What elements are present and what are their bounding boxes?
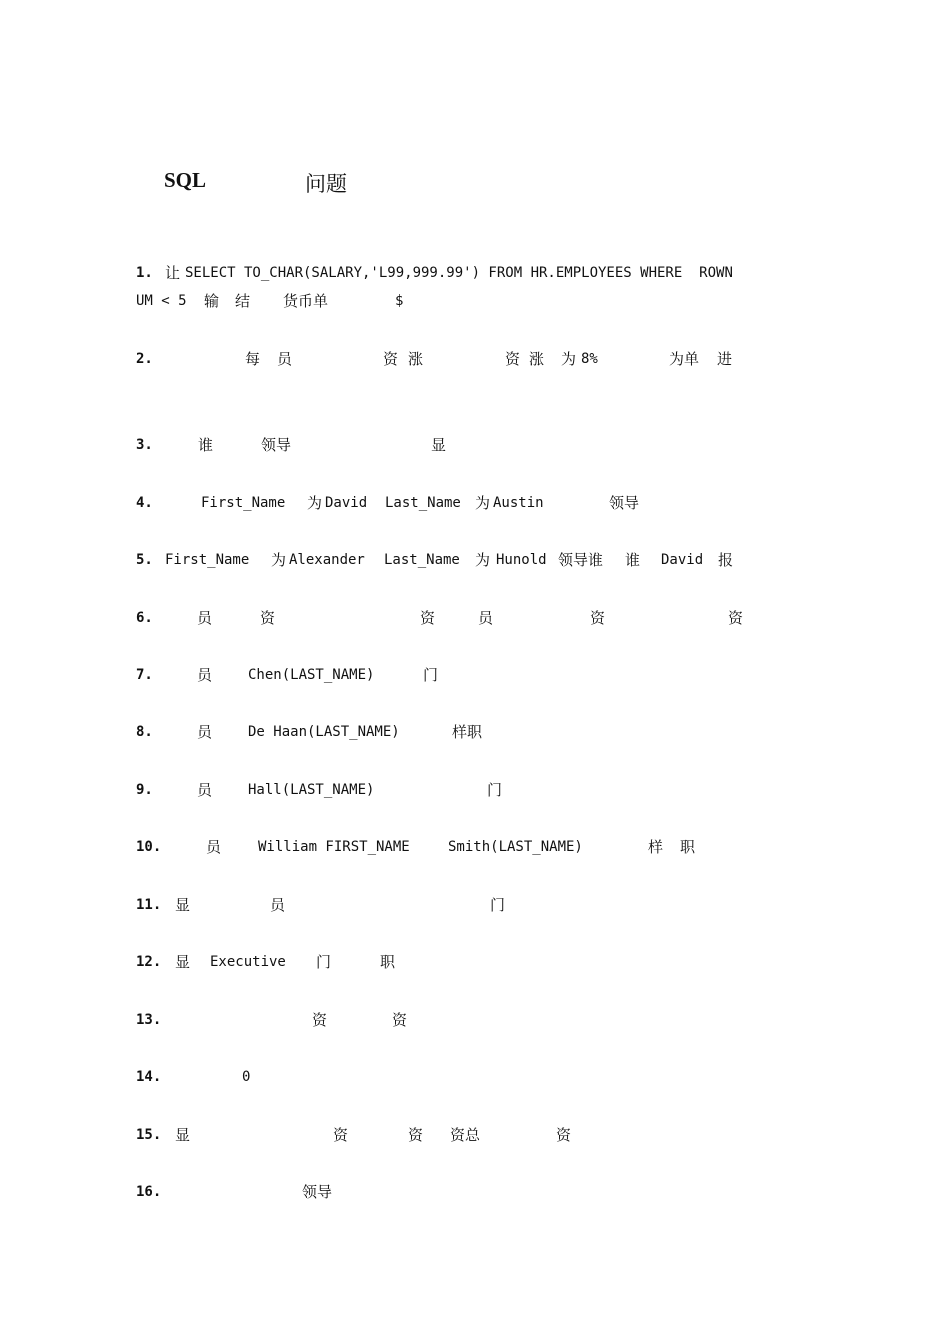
q-text: 资总 — [450, 1126, 481, 1144]
q-code: Smith(LAST_NAME) — [448, 839, 583, 855]
q-code: David — [325, 495, 368, 511]
question-15 — [136, 1121, 826, 1149]
q-text: 资 — [383, 350, 399, 368]
q-text: 样 — [648, 838, 664, 856]
q-code: Last_Name — [385, 495, 461, 511]
question-number: 12. — [136, 954, 162, 970]
q-text: 谁 — [625, 551, 641, 569]
question-1 — [136, 259, 826, 315]
question-14 — [136, 1063, 826, 1091]
question-9 — [136, 776, 826, 804]
q-text: 结 — [235, 292, 251, 310]
q-text: 显 — [175, 953, 191, 971]
q-text: 员 — [270, 896, 286, 914]
q-text: 资 — [392, 1011, 408, 1029]
q-code: 0 — [242, 1069, 251, 1085]
question-5 — [136, 546, 826, 574]
question-number: 1. — [136, 265, 153, 281]
q-text: 领导 — [609, 494, 640, 512]
q-text: 谁 — [198, 436, 214, 454]
question-number: 13. — [136, 1012, 162, 1028]
q-text: 资 — [590, 609, 606, 627]
question-number: 8. — [136, 724, 153, 740]
q-text: 为 — [475, 551, 491, 569]
q-text: 资 — [333, 1126, 349, 1144]
question-number: 3. — [136, 437, 153, 453]
q-text: 输 — [204, 292, 220, 310]
q-text: 8% — [581, 351, 598, 367]
question-3 — [136, 431, 826, 459]
q-text: 显 — [175, 1126, 191, 1144]
q-text: 门 — [487, 781, 503, 799]
q-text: 职 — [680, 838, 696, 856]
q-text: 员 — [197, 609, 213, 627]
q-text: 显 — [175, 896, 191, 914]
question-number: 11. — [136, 897, 162, 913]
q-text: 为 — [271, 551, 287, 569]
q-text: 进 — [717, 350, 733, 368]
q-text: 样职 — [452, 723, 483, 741]
q-text: 资 — [420, 609, 436, 627]
question-number: 5. — [136, 552, 153, 568]
q-text: 显 — [431, 436, 447, 454]
q-text: 货币单 — [283, 292, 329, 310]
q-text: 门 — [316, 953, 332, 971]
q-text: 资 — [505, 350, 521, 368]
q-code: Chen(LAST_NAME) — [248, 667, 375, 683]
q-code: Alexander — [289, 552, 365, 568]
q-text: 门 — [490, 896, 506, 914]
question-10 — [136, 833, 826, 861]
q-code: William FIRST_NAME — [258, 839, 410, 855]
q-code: David — [661, 552, 704, 568]
q-text: 员 — [478, 609, 494, 627]
q-text: 涨 — [408, 350, 424, 368]
q-code: Executive — [210, 954, 286, 970]
q-text: 涨 — [529, 350, 545, 368]
q-text: 为单 — [669, 350, 700, 368]
q-text: 为 — [561, 350, 577, 368]
q-text: 领导 — [302, 1183, 333, 1201]
question-number: 2. — [136, 351, 153, 367]
q-text: 资 — [312, 1011, 328, 1029]
q-text: 为 — [307, 494, 323, 512]
question-11 — [136, 891, 826, 919]
q-text: 员 — [197, 723, 213, 741]
q-text: 员 — [277, 350, 293, 368]
q-text: 资 — [408, 1126, 424, 1144]
question-number: 6. — [136, 610, 153, 626]
question-number: 14. — [136, 1069, 162, 1085]
q-text: 让 — [165, 264, 181, 282]
q-code: UM < 5 — [136, 293, 187, 309]
q-text: 领导谁 — [558, 551, 604, 569]
q-text: $ — [395, 293, 404, 309]
q-code: De Haan(LAST_NAME) — [248, 724, 400, 740]
question-number: 9. — [136, 782, 153, 798]
q-text: 每 — [245, 350, 261, 368]
title-latin: SQL — [164, 168, 207, 192]
question-6 — [136, 604, 826, 632]
question-16 — [136, 1178, 826, 1206]
q-text: 领导 — [261, 436, 292, 454]
question-2 — [136, 345, 826, 373]
question-12 — [136, 948, 826, 976]
question-number: 10. — [136, 839, 162, 855]
question-number: 4. — [136, 495, 153, 511]
q-code: Last_Name — [384, 552, 460, 568]
q-text: 员 — [206, 838, 222, 856]
question-13 — [136, 1006, 826, 1034]
title-cjk: 问题 — [305, 172, 347, 196]
q-code: Hall(LAST_NAME) — [248, 782, 375, 798]
question-7 — [136, 661, 826, 689]
q-code: SELECT TO_CHAR(SALARY,'L99,999.99') FROM HR.EMPLOYEES WHERE ROWN — [185, 265, 733, 281]
q-code: Hunold — [496, 552, 547, 568]
q-text: 报 — [718, 551, 734, 569]
q-text: 为 — [475, 494, 491, 512]
q-text: 门 — [423, 666, 439, 684]
question-number: 7. — [136, 667, 153, 683]
q-code: Austin — [493, 495, 544, 511]
question-8 — [136, 718, 826, 746]
q-code: First_Name — [165, 552, 250, 568]
q-text: 职 — [380, 953, 396, 971]
q-text: 资 — [260, 609, 276, 627]
q-text: 员 — [197, 666, 213, 684]
q-text: 员 — [197, 781, 213, 799]
question-4 — [136, 489, 826, 517]
question-number: 16. — [136, 1184, 162, 1200]
q-text: 资 — [556, 1126, 572, 1144]
q-text: 资 — [728, 609, 744, 627]
question-number: 15. — [136, 1127, 162, 1143]
q-code: First_Name — [201, 495, 286, 511]
